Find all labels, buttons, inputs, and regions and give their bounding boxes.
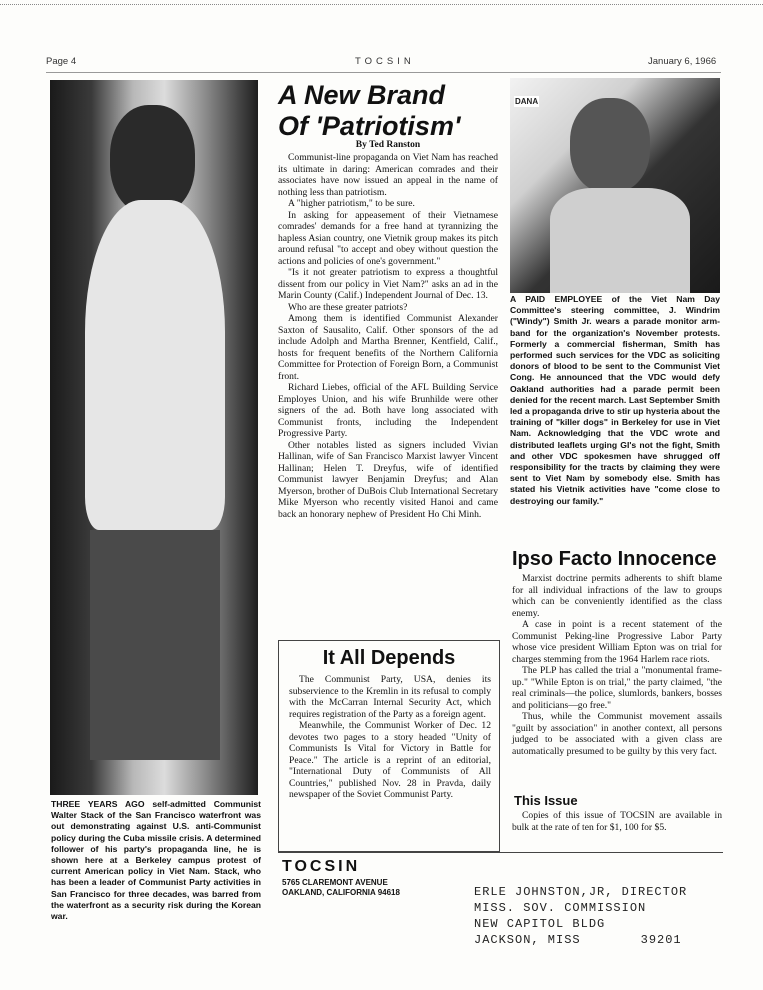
page-number: Page 4	[46, 56, 77, 67]
label-line-1: ERLE JOHNSTON,JR, DIRECTOR	[474, 885, 688, 899]
walter-stack-photo	[50, 80, 258, 795]
photo-figure-torso	[85, 200, 225, 530]
box-body	[289, 674, 491, 801]
headline-line-1: A New Brand	[278, 80, 446, 110]
paragraph: In asking for appeasement of their Vietnamese comrades' demands for a free hand at tyrannizing the hapless Asian country, one Vietnik group makes its pitch around refusal "to accept and obey without question the actions and policies of one's government."	[278, 209, 498, 267]
paragraph: Communist-line propaganda on Viet Nam has reached its ultimate in daring: American comrades and their associates have now issued an appeal in the name of nothing less than patriotism.	[278, 152, 498, 198]
label-zip: 39201	[640, 933, 682, 947]
masthead-address: 5765 CLAREMONT AVENUE	[282, 878, 388, 887]
paragraph: Other notables listed as signers included Vivian Hallinan, wife of San Francisco Marxist lawyer Vincent Hallinan; Helen T. Dreyfus, wife of identified Communist lawyer Benjamin Dreyfus; and Alan Myerson, brother of DuBois Club International Secretary Mike Myerson who recently visited Hanoi and came back an honorary nephew of President Ho Chi Minh.	[278, 439, 498, 520]
paragraph: The PLP has called the trial a "monumental frame-up." "While Epton is on trial," the party claimed, "the real criminals—the police, slumlords, bankers, bosses and politicians—go free."	[512, 665, 722, 711]
paragraph: A case in point is a recent statement of the Communist Peking-line Progressive Labor Party whose vice president William Epton was on trial for charges stemming from the 1964 Harlem race riots.	[512, 619, 722, 665]
byline: By Ted Ranston	[355, 140, 421, 150]
running-title: TOCSIN	[355, 56, 415, 67]
article-body	[278, 152, 498, 520]
label-city: JACKSON, MISS	[474, 933, 581, 947]
photo-sign: DANA	[515, 97, 539, 106]
photo-figure-legs	[90, 530, 220, 760]
paragraph: The Communist Party, USA, denies its subservience to the Kremlin in its refusal to comply with the McCarran Internal Security Act, which requires registration of the Party as a foreign agent.	[289, 674, 491, 720]
windy-smith-photo	[510, 78, 720, 293]
ipso-facto-body	[512, 573, 722, 757]
paragraph: "Is it not greater patriotism to express a thoughtful dissent from our policy in Viet Nam?" asks an ad in the Marin County (Calif.) Independent Journal of Dec. 13.	[278, 267, 498, 301]
photo-figure-head	[110, 105, 195, 215]
header-rule	[46, 72, 721, 73]
paragraph: Copies of this issue of TOCSIN are available in bulk at the rate of ten for $1, 100 for $5.	[512, 810, 722, 833]
this-issue-headline: This Issue	[514, 793, 578, 808]
masthead-rule	[278, 852, 723, 853]
photo-figure-head	[570, 98, 650, 193]
photo-figure-coat	[550, 188, 690, 293]
issue-date: January 6, 1966	[648, 56, 717, 67]
it-all-depends-box	[278, 640, 500, 852]
paragraph: Marxist doctrine permits adherents to shift blame for all individual infractions of the law to groups which can be conveniently identified as the class enemy.	[512, 573, 722, 619]
article-headline	[278, 80, 503, 142]
paragraph: A "higher patriotism," to be sure.	[288, 198, 415, 209]
box-headline: It All Depends	[322, 647, 456, 669]
mailing-label	[474, 884, 687, 948]
paragraph: Meanwhile, the Communist Worker of Dec. 12 devotes two pages to a story headed "Unity of Communists Is Vital for Victory in Battle for Peace." The article is a reprint of an editorial, "International Duty of Communists of All Countries," published Nov. 28 in Pravda, daily newspaper of the Soviet Communist Party.	[289, 720, 491, 800]
ipso-facto-headline: Ipso Facto Innocence	[512, 548, 717, 570]
label-line-3: NEW CAPITOL BLDG	[474, 917, 606, 931]
headline-line-2: Of 'Patriotism'	[278, 111, 461, 141]
label-line-2: MISS. SOV. COMMISSION	[474, 901, 647, 915]
paragraph: Richard Liebes, official of the AFL Building Service Employes Union, and his wife Brunhilde were other signers of the ad. Both have long associated with Communist fronts, including the Independent Progressive Party.	[278, 382, 498, 439]
paragraph: Among them is identified Communist Alexander Saxton of Sausalito, Calif. Other sponsors of the ad include Adolph and Martha Brenner, Kentfield, Calif., hosts for frequent benefits of the Northern California Committee for Protection of Foreign Born, a Communist front.	[278, 313, 498, 382]
label-line-4	[474, 932, 687, 948]
this-issue-body	[512, 810, 722, 833]
masthead-city: OAKLAND, CALIFORNIA 94618	[282, 888, 400, 897]
top-dotted-border	[0, 4, 763, 5]
left-photo-caption: THREE YEARS AGO self-admitted Communist Walter Stack of the San Francisco waterfront was out demonstrating against U.S. anti-Communist policy during the Cuba missile crisis. A determined follower of his party's propaganda line, he is shown here at a Berkeley campus protest of current American policy in Viet Nam. Stack, who has been a leader of Communist Party activities in San Francisco for three decades, was barred from the waterfront as a security risk during the Korean war.	[51, 799, 261, 922]
right-photo-caption: A PAID EMPLOYEE of the Viet Nam Day Committee's steering committee, J. Windrim ("Windy") Smith Jr. wears a parade monitor arm-band for the organization's November protests. Formerly a commercial fisherman, Smith has performed such services for the VDC as soliciting donors of blood to be sent to the Communist Viet Cong. He announced that the VDC would defy Oakland authorities had a parade permit been denied for the recent march. Last September Smith led a propaganda drive to stir up hysteria about the training of "killer dogs" in Berkeley for use in Viet Nam. Acknowledging that the VDC wrote and distributed leaflets urging GI's not the fight, Smith and other VDC spokesmen have shrugged off responsibility for the tracts by claiming they were sent to Viet Nam by somebody else. Smith has stated his Vietnik activities have "come close to destroying our family."	[510, 294, 720, 506]
masthead-name: TOCSIN	[282, 858, 361, 875]
paragraph: Thus, while the Communist movement assails "guilt by association" in another context, all persons judged to be associated with a given class are automatically presumed to be guilty by this very fact.	[512, 711, 722, 757]
paragraph: Who are these greater patriots?	[288, 301, 408, 313]
